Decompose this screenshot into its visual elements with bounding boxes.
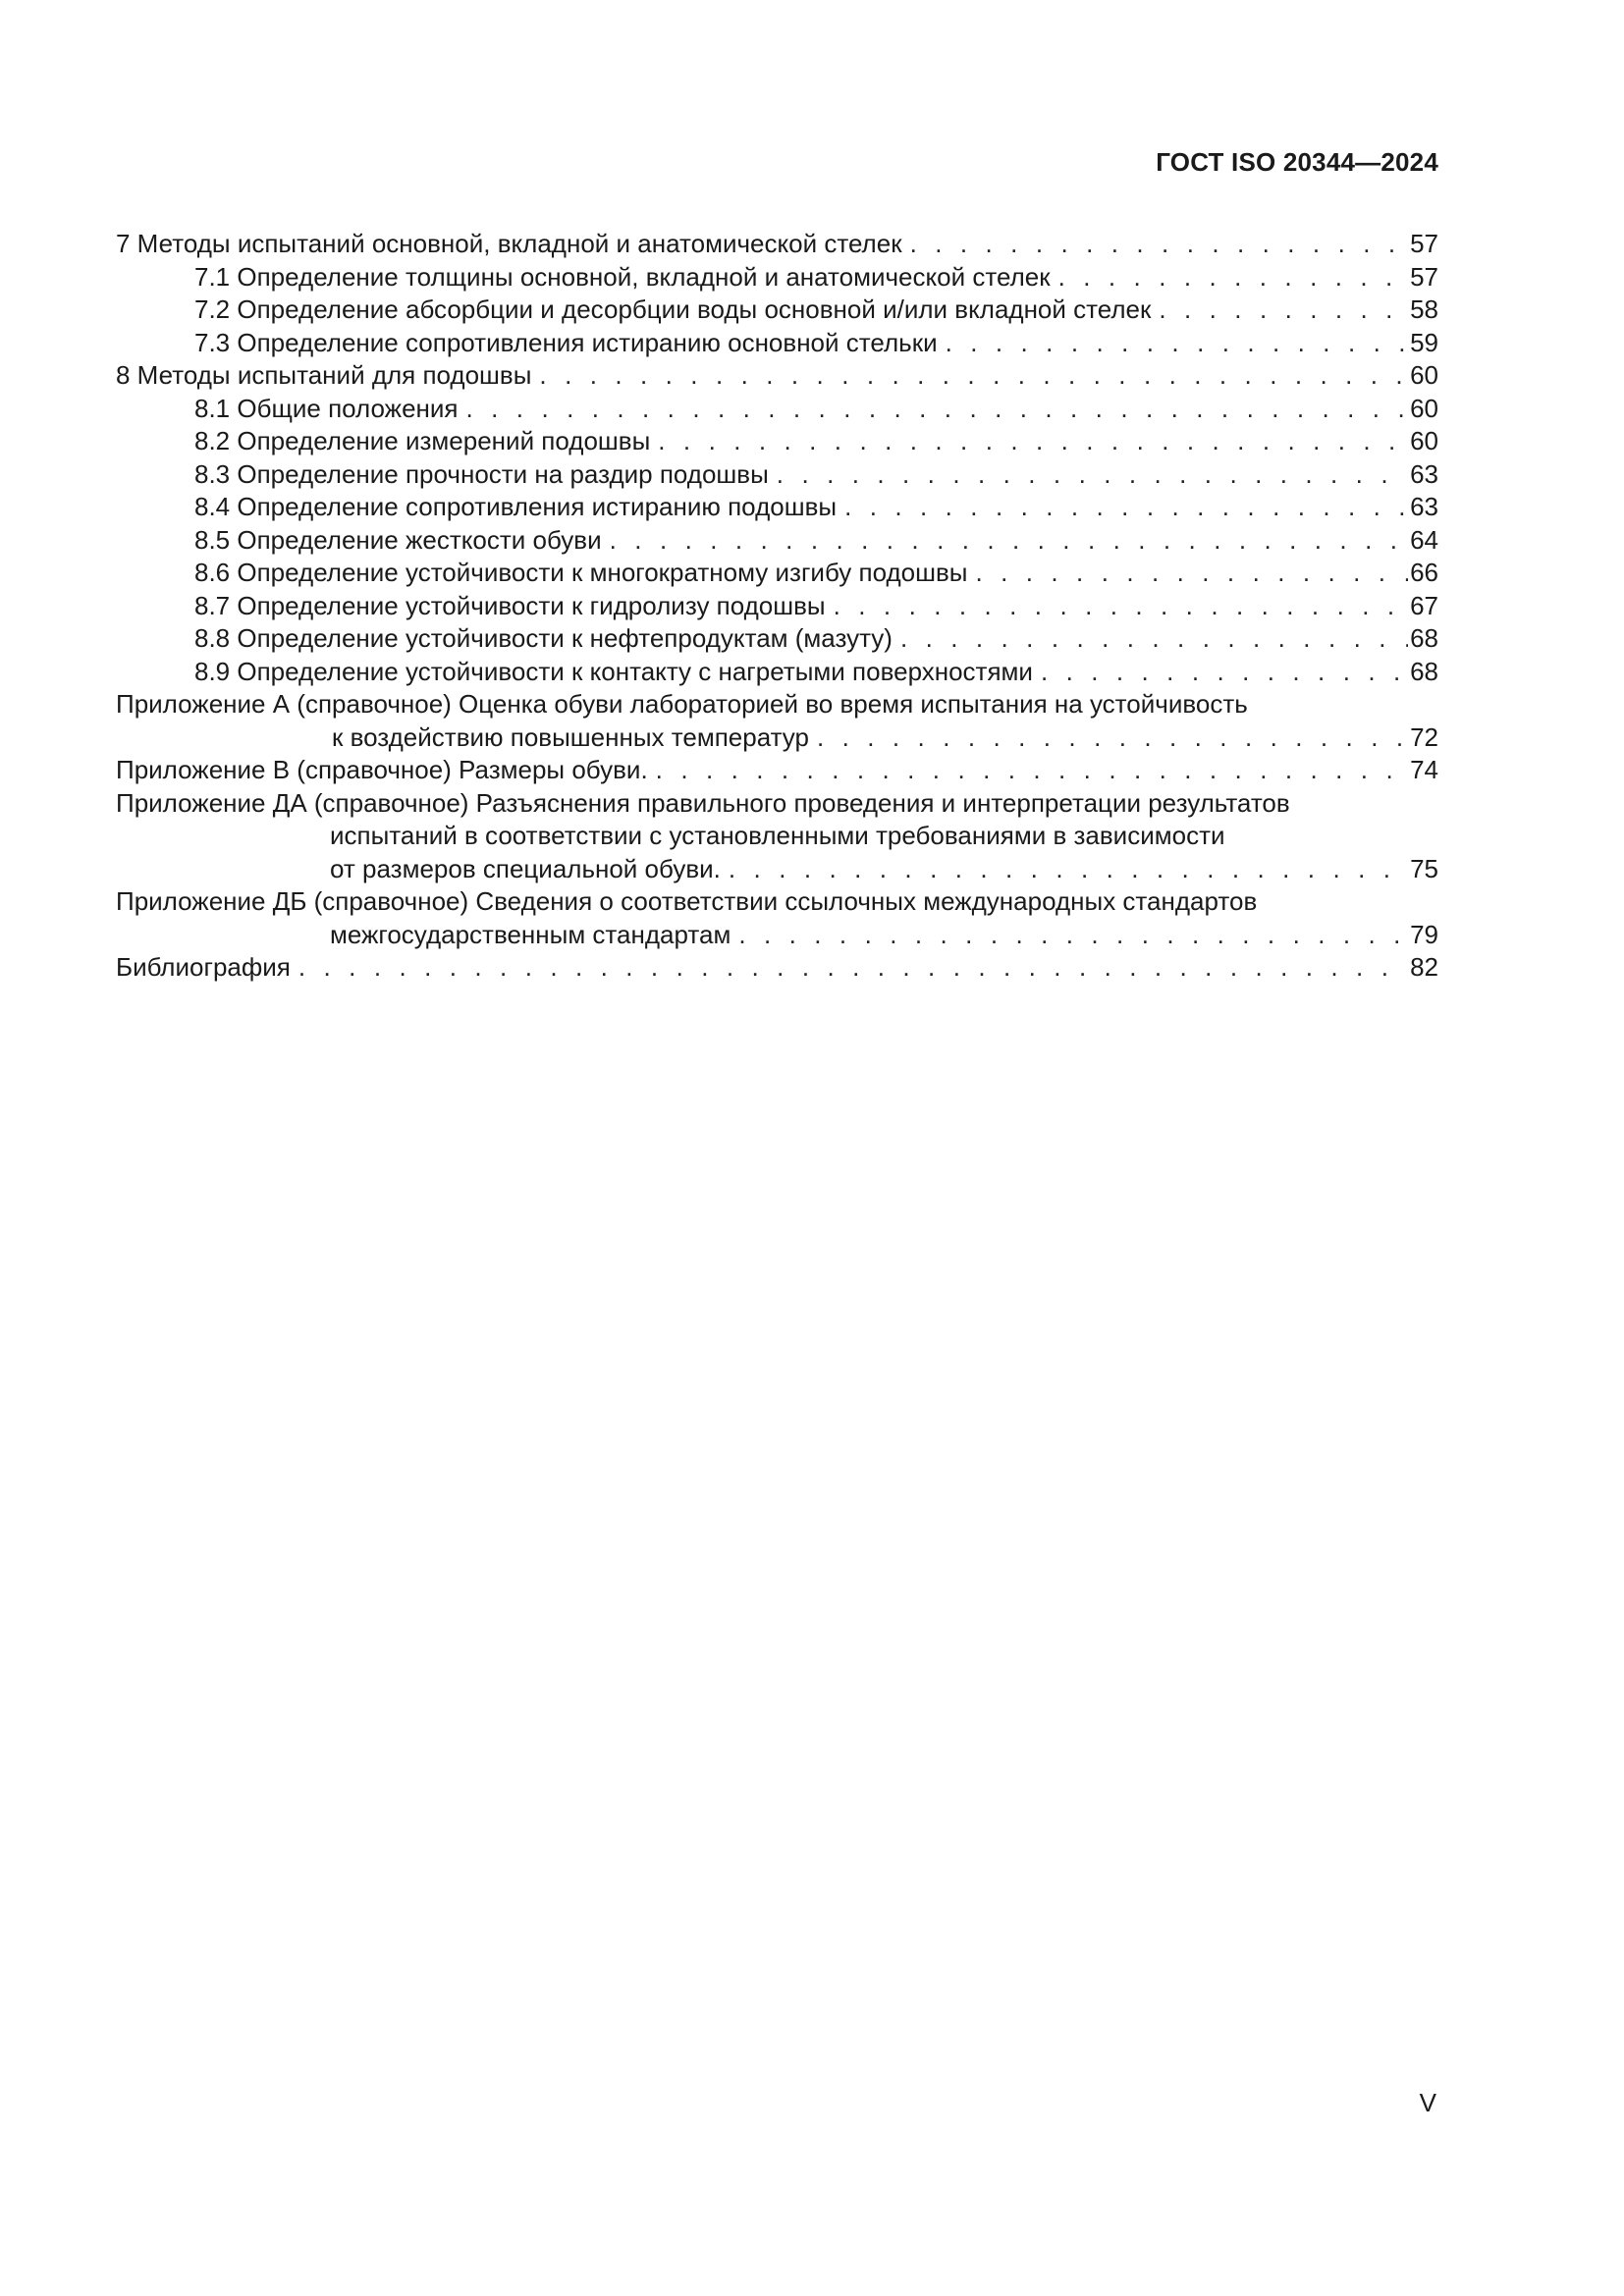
toc-entry-appendix-db[interactable] (116, 885, 1438, 951)
toc-leader-dots (900, 622, 1408, 656)
toc-page-number: 57 (1410, 261, 1438, 292)
toc-leader-dots (729, 853, 1408, 886)
toc-leader-dots (834, 590, 1408, 623)
toc-entry-title: Приложение ДА (справочное) Разъяснения правильного проведения и интерпретации результатов (116, 787, 1290, 818)
toc-entry-title: 8.3 Определение прочности на раздир подошвы (194, 458, 769, 489)
toc-entry-bibliography[interactable] (116, 951, 1438, 985)
toc-page-number: 67 (1410, 590, 1438, 620)
toc-page-number: 68 (1410, 623, 1438, 653)
toc-entry[interactable] (116, 590, 1438, 623)
toc-entry-title: Приложение ДБ (справочное) Сведения о соответствии ссылочных международных стандартов (116, 886, 1258, 916)
toc-entry[interactable] (116, 656, 1438, 689)
toc-page-number: 60 (1410, 393, 1438, 423)
toc-entry[interactable] (116, 261, 1438, 294)
toc-leader-dots (658, 425, 1408, 458)
toc-entry-title: 7.1 Определение толщины основной, вкладной и анатомической стелек (194, 261, 1051, 292)
toc-entry[interactable] (116, 491, 1438, 524)
toc-entry[interactable] (116, 294, 1438, 327)
toc-page-number: 63 (1410, 458, 1438, 489)
toc-page-number: 59 (1410, 327, 1438, 357)
toc-entry[interactable] (116, 393, 1438, 426)
toc-entry[interactable] (116, 359, 1438, 393)
toc-entry[interactable] (116, 327, 1438, 360)
toc-page-number: 79 (1410, 919, 1438, 949)
toc-leader-dots (610, 524, 1408, 558)
toc-page-number: 74 (1410, 755, 1438, 784)
toc-page-number: 57 (1410, 229, 1438, 258)
toc-leader-dots (298, 951, 1408, 985)
toc-page-number: 60 (1410, 426, 1438, 455)
document-code-header: ГОСТ ISO 20344—2024 (1156, 147, 1438, 177)
toc-entry[interactable] (116, 557, 1438, 590)
toc-entry-appendix-b[interactable] (116, 754, 1438, 787)
toc-entry-title-continuation: испытаний в соответствии с установленными требованиями в зависимости (330, 821, 1225, 850)
toc-leader-dots (817, 721, 1408, 755)
toc-page-number: 60 (1410, 360, 1438, 390)
toc-entry-title: 8.7 Определение устойчивости к гидролизу подошвы (194, 590, 826, 620)
toc-leader-dots (539, 359, 1408, 393)
toc-entry-title-continuation: от размеров специальной обуви. (330, 853, 721, 883)
toc-leader-dots (466, 393, 1409, 426)
toc-leader-dots (1159, 294, 1408, 327)
toc-entry[interactable] (116, 458, 1438, 492)
toc-entry[interactable] (116, 425, 1438, 458)
toc-entry-title: 8.1 Общие положения (194, 393, 459, 423)
toc-page-number: 72 (1410, 721, 1438, 752)
toc-entry-title: Библиография (116, 952, 291, 982)
toc-leader-dots (1041, 656, 1408, 689)
toc-page-number: 66 (1410, 558, 1438, 587)
toc-page-number: 64 (1410, 524, 1438, 555)
toc-page-number: 68 (1410, 656, 1438, 686)
toc-entry-title: 8 Методы испытаний для подошвы (116, 360, 532, 390)
toc-leader-dots (946, 327, 1408, 360)
toc-page-number: 75 (1410, 853, 1438, 883)
toc-entry-title: Приложение А (справочное) Оценка обуви лабораторией во время испытания на устойчивость (116, 689, 1248, 719)
toc-entry-title-continuation: к воздействию повышенных температур (332, 721, 809, 752)
toc-leader-dots (656, 754, 1408, 787)
toc-entry[interactable] (116, 228, 1438, 261)
toc-entry-title: 7 Методы испытаний основной, вкладной и анатомической стелек (116, 229, 902, 258)
toc-leader-dots (975, 557, 1408, 590)
toc-leader-dots (910, 228, 1409, 261)
toc-entry-title: 8.5 Определение жесткости обуви (194, 524, 602, 555)
toc-entry-title: 8.2 Определение измерений подошвы (194, 426, 651, 455)
toc-entry-title: 8.4 Определение сопротивления истиранию подошвы (194, 492, 838, 521)
toc-entry-title: 8.6 Определение устойчивости к многократному изгибу подошвы (194, 558, 968, 587)
toc-entry-title: 8.9 Определение устойчивости к контакту с нагретыми поверхностями (194, 656, 1033, 686)
toc-leader-dots (844, 491, 1408, 524)
toc-entry-appendix-da[interactable] (116, 787, 1438, 886)
toc-entry-title: 8.8 Определение устойчивости к нефтепродуктам (мазуту) (194, 623, 893, 653)
toc-leader-dots (777, 458, 1408, 492)
toc-entry-title: 7.2 Определение абсорбции и десорбции воды основной и/или вкладной стелек (194, 294, 1152, 324)
toc-entry-title: Приложение В (справочное) Размеры обуви. (116, 755, 648, 784)
toc-leader-dots (1058, 261, 1408, 294)
toc-page-number: 82 (1410, 952, 1438, 982)
table-of-contents (116, 228, 1438, 985)
toc-entry-title: 7.3 Определение сопротивления истиранию основной стельки (194, 327, 938, 357)
toc-entry[interactable] (116, 524, 1438, 558)
toc-entry-appendix-a[interactable] (116, 688, 1438, 754)
toc-entry[interactable] (116, 622, 1438, 656)
toc-leader-dots (738, 919, 1408, 952)
toc-page-number: 58 (1410, 294, 1438, 324)
toc-entry-title-continuation: межгосударственным стандартам (330, 919, 731, 949)
page-number: V (1419, 2088, 1436, 2117)
toc-page-number: 63 (1410, 492, 1438, 521)
